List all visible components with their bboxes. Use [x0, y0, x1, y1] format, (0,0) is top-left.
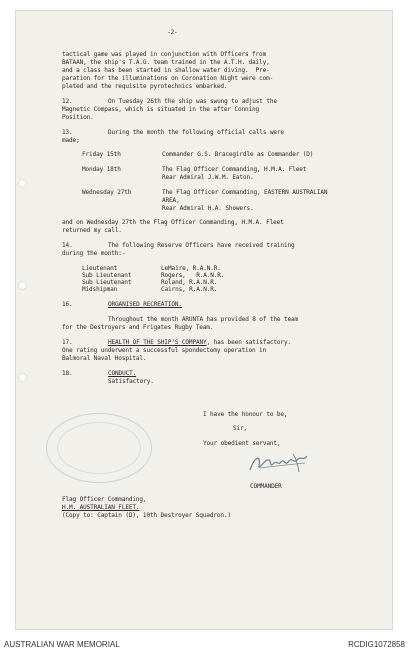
paragraph-number: 13. — [62, 129, 73, 136]
body-line: for the Destroyers and Frigates Rugby Team. — [62, 324, 214, 331]
officer-rank: Sub Lieutenant — [82, 279, 132, 286]
call-day: Friday 15th — [82, 151, 121, 158]
call-officer: Rear Admiral J.W.M. Eaton. — [162, 174, 254, 181]
paragraph-number: 18. — [62, 370, 73, 377]
body-line: and a class has been started in shallow water diving. Pre- — [62, 67, 270, 74]
closing-line: I have the honour to be, — [203, 411, 288, 418]
officer-rank: Midshipman — [82, 286, 118, 293]
punch-hole — [18, 281, 27, 290]
closing-line: Your obedient servant, — [203, 440, 281, 447]
punch-hole — [18, 179, 27, 188]
body-line: paration for the illuminations on Coronation Night were com- — [62, 75, 274, 82]
paragraph-number: 17. — [62, 339, 73, 346]
punch-hole — [18, 373, 27, 382]
body-line: Throughout the month ARUNTA has provided 8 of the team — [108, 316, 299, 323]
closing-line: Sir, — [233, 425, 248, 432]
body-line: returned my call. — [62, 227, 122, 234]
body-line: and on Wednesday 27th the Flag Officer Commanding, H.M.A. Fleet — [62, 219, 284, 226]
officer-rank: Lieutenant — [82, 265, 118, 272]
section-heading: CONDUCT. — [108, 370, 137, 377]
body-line: tactical game was played in conjunction with Officers from — [62, 51, 267, 58]
call-officer: Commander G.S. Bracegirdle as Commander (D) — [162, 151, 314, 158]
body-line: The following Reserve Officers have received training — [108, 242, 295, 249]
page-number: -2- — [167, 29, 178, 36]
heading-line — [108, 339, 291, 346]
officer-name: Rogers, R.A.N.R. — [161, 272, 225, 279]
section-heading: HEALTH OF THE SHIP'S COMPANY — [108, 339, 207, 346]
body-line: Position. — [62, 114, 94, 121]
addressee-line: H.M. AUSTRALIAN FLEET. — [62, 504, 140, 511]
heading-continuation: , has been satisfactory. — [206, 339, 291, 346]
call-day: Monday 18th — [82, 166, 121, 173]
call-officer: AREA, — [162, 197, 180, 204]
body-line: Magnetic Compass, which is situated in the after Conning — [62, 106, 260, 113]
body-line: during the month:- — [62, 250, 126, 257]
addressee-line: (Copy to: Captain (D), 10th Destroyer Squadron.) — [62, 512, 231, 519]
footer-credit: AUSTRALIAN WAR MEMORIAL — [4, 640, 120, 649]
body-line: BATAAN, the ship's T.A.G. team trained in the A.T.H. daily, — [62, 59, 270, 66]
call-day: Wednesday 27th — [82, 189, 132, 196]
section-heading: ORGANISED RECREATION. — [108, 301, 182, 308]
office-stamp — [46, 413, 152, 483]
body-line: On Tuesday 26th the ship was swung to adjust the — [108, 98, 277, 105]
paragraph-number: 14. — [62, 242, 73, 249]
officer-name: Cairns, R.A.N.R. — [161, 286, 218, 293]
body-line: pleted and the requisite pyrotechnics embarked. — [62, 83, 228, 90]
addressee-line: Flag Officer Commanding, — [62, 496, 147, 503]
paragraph-number: 16. — [62, 301, 73, 308]
body-line: made; — [62, 137, 80, 144]
call-officer: Rear Admiral H.A. Showers. — [162, 205, 254, 212]
signature — [247, 448, 311, 476]
body-line: During the month the following official calls were — [108, 129, 284, 136]
footer-record-id: RCDIG1072858 — [348, 640, 405, 649]
paragraph-number: 12. — [62, 98, 73, 105]
body-line: Satisfactory. — [108, 378, 154, 385]
body-line: Balmoral Naval Hospital. — [62, 355, 147, 362]
body-line: One rating underwent a successful spondectomy operation in — [62, 347, 267, 354]
call-officer: The Flag Officer Commanding, EASTERN AUSTRALIAN — [162, 189, 328, 196]
signatory-rank: COMMANDER — [250, 483, 282, 490]
call-officer: The Flag Officer Commanding, H.M.A. Fleet — [162, 166, 307, 173]
officer-name: Roland, R.A.N.R. — [161, 279, 218, 286]
officer-rank: Sub Lieutenant — [82, 272, 132, 279]
officer-name: LeMaire, R.A.N.R. — [161, 265, 221, 272]
